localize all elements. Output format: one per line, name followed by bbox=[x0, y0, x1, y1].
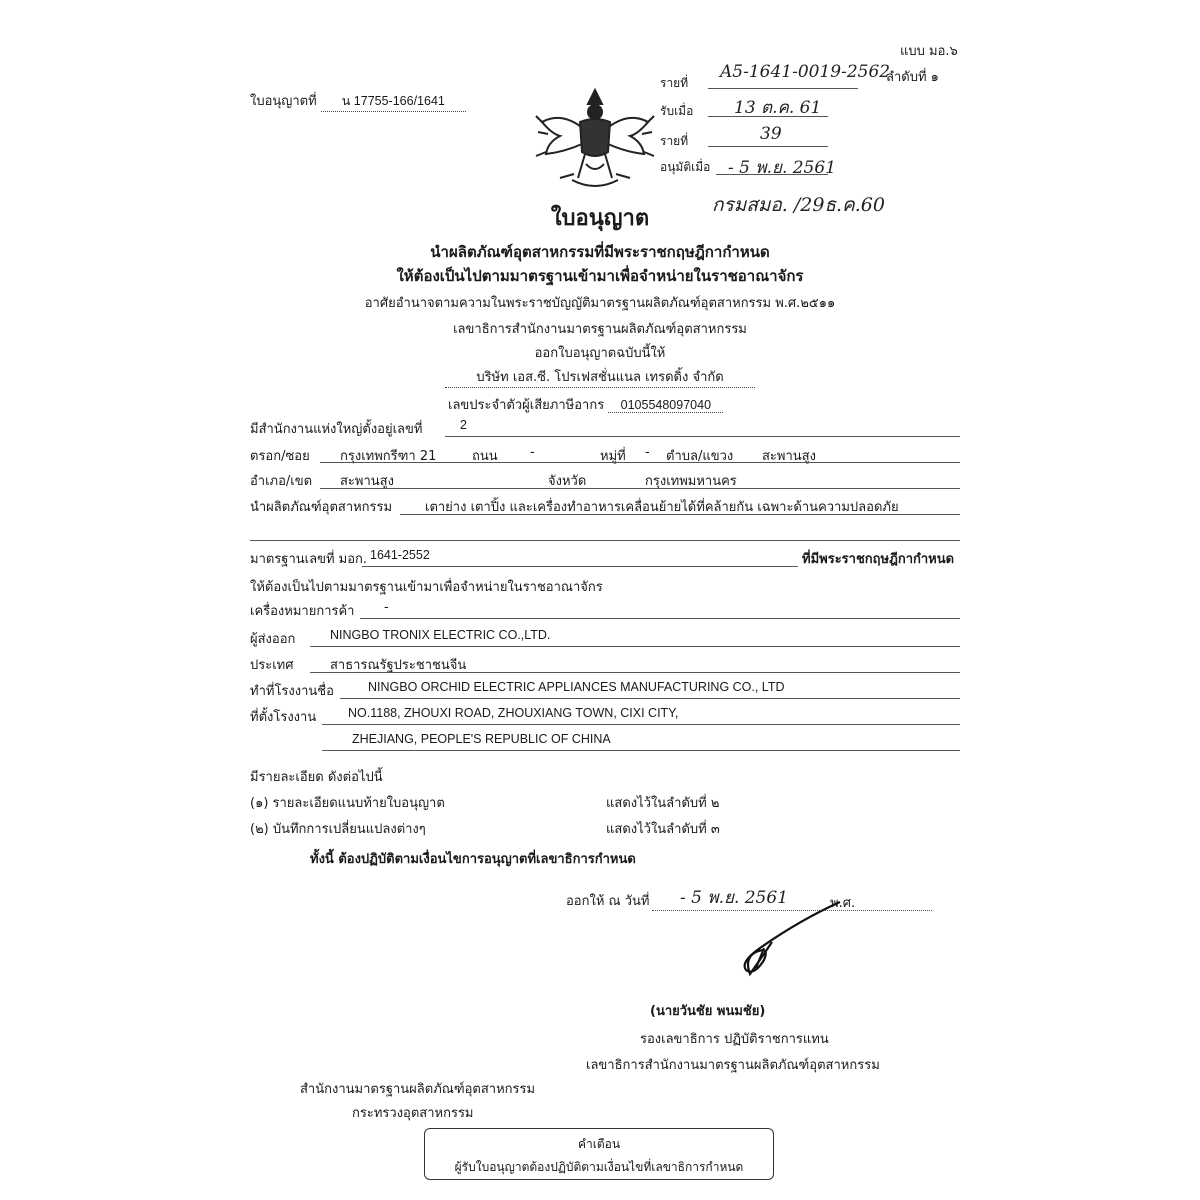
tambon-label: ตำบล/แขวง bbox=[666, 449, 734, 464]
company-name: บริษัท เอส.ซี. โปรเฟสชั่นแนล เทรดดิ้ง จำกัด bbox=[445, 366, 755, 388]
registry-no-value: 39 bbox=[760, 124, 782, 144]
country-label: ประเทศ bbox=[250, 658, 294, 673]
signer-title-2: เลขาธิการสำนักงานมาตรฐานผลิตภัณฑ์อุตสาหกรรม bbox=[586, 1058, 880, 1073]
country-value: สาธารณรัฐประชาชนจีน bbox=[330, 658, 467, 673]
registry-side-note: กรมสมอ. /29ธ.ค.60 bbox=[712, 194, 885, 216]
amphoe-label: อำเภอ/เขต bbox=[250, 474, 313, 489]
standard-label: มาตรฐานเลขที่ มอก. bbox=[250, 552, 368, 567]
tax-id-label: เลขประจำตัวผู้เสียภาษีอากร bbox=[448, 398, 605, 413]
form-code: แบบ มอ.๖ bbox=[900, 44, 958, 59]
registry-approved-label: อนุมัติเมื่อ bbox=[660, 160, 711, 174]
soi-label: ตรอก/ซอย bbox=[250, 449, 310, 464]
heading-line-2: ให้ต้องเป็นไปตามมาตรฐานเข้ามาเพื่อจำหน่ายในราชอาณาจักร bbox=[396, 267, 804, 285]
document-title: ใบอนุญาต bbox=[550, 206, 650, 231]
signer-name: (นายวันชัย พนมชัย) bbox=[650, 1004, 766, 1019]
factory-addr-label: ที่ตั้งโรงงาน bbox=[250, 710, 317, 725]
details-intro: มีรายละเอียด ดังต่อไปนี้ bbox=[250, 770, 383, 785]
road-label: ถนน bbox=[472, 449, 498, 464]
amphoe-value: สะพานสูง bbox=[340, 474, 394, 489]
issuer-line: เลขาธิการสำนักงานมาตรฐานผลิตภัณฑ์อุตสาหกรรม bbox=[453, 322, 747, 337]
registry-ref-value: A5-1641-0019-2562 bbox=[720, 62, 891, 82]
era-label: พ.ศ. bbox=[830, 896, 856, 911]
registry-block bbox=[660, 58, 890, 218]
issued-label: ออกให้ ณ วันที่ bbox=[566, 894, 650, 909]
order-label: ลำดับที่ ๑ bbox=[886, 70, 939, 85]
license-number-row bbox=[250, 90, 466, 112]
product-label: นำผลิตภัณฑ์อุตสาหกรรม bbox=[250, 500, 393, 515]
registry-ref-label: รายที่ bbox=[660, 76, 689, 90]
exporter-value: NINGBO TRONIX ELECTRIC CO.,LTD. bbox=[330, 628, 551, 642]
detail-ref-2: แสดงไว้ในลำดับที่ ๓ bbox=[606, 822, 720, 837]
tambon-value: สะพานสูง bbox=[762, 449, 816, 464]
road-value: - bbox=[530, 445, 535, 460]
issued-date: - 5 พ.ย. 2561 bbox=[680, 888, 789, 908]
soi-value: กรุงเทพกรีฑา 21 bbox=[340, 449, 437, 464]
heading-line-1: นำผลิตภัณฑ์อุตสาหกรรมที่มีพระราชกฤษฎีกากำหนด bbox=[430, 243, 770, 261]
factory-addr-line2: ZHEJIANG, PEOPLE'S REPUBLIC OF CHINA bbox=[352, 732, 611, 746]
warning-notice bbox=[424, 1128, 774, 1180]
tax-id-value: 0105548097040 bbox=[608, 398, 723, 413]
product-value: เตาย่าง เตาปิ้ง และเครื่องทำอาหารเคลื่อนย้ายได้ที่คล้ายกัน เฉพาะด้านความปลอดภัย bbox=[425, 500, 899, 515]
detail-ref-1: แสดงไว้ในลำดับที่ ๒ bbox=[606, 796, 720, 811]
province-label: จังหวัด bbox=[548, 474, 587, 489]
moo-label: หมู่ที่ bbox=[600, 449, 626, 464]
trademark-value: - bbox=[384, 600, 389, 615]
tax-id-row bbox=[448, 394, 723, 415]
conditions-line: ทั้งนี้ ต้องปฏิบัติตามเงื่อนไขการอนุญาตที่เลขาธิการกำหนด bbox=[310, 852, 636, 867]
standard-suffix: ที่มีพระราชกฤษฎีกากำหนด bbox=[802, 552, 955, 567]
moo-value: - bbox=[645, 445, 650, 460]
factory-addr-line1: NO.1188, ZHOUXI ROAD, ZHOUXIANG TOWN, CIXI CITY, bbox=[348, 706, 679, 720]
issue-to-line: ออกใบอนุญาตฉบับนี้ให้ bbox=[534, 346, 666, 361]
hq-no: 2 bbox=[460, 418, 467, 432]
factory-name-value: NINGBO ORCHID ELECTRIC APPLIANCES MANUFACTURING CO., LTD bbox=[368, 680, 785, 694]
hq-label: มีสำนักงานแห่งใหญ่ตั้งอยู่เลขที่ bbox=[250, 422, 423, 437]
detail-item-1: (๑) รายละเอียดแนบท้ายใบอนุญาต bbox=[250, 796, 445, 811]
province-value: กรุงเทพมหานคร bbox=[645, 474, 737, 489]
license-no-label: ใบอนุญาตที่ bbox=[250, 94, 317, 109]
notice-text: ผู้รับใบอนุญาตต้องปฏิบัติตามเงื่อนไขที่เลขาธิการกำหนด bbox=[454, 1160, 744, 1174]
compliance-line: ให้ต้องเป็นไปตามมาตรฐานเข้ามาเพื่อจำหน่ายในราชอาณาจักร bbox=[250, 580, 603, 595]
registry-received-label: รับเมื่อ bbox=[660, 104, 694, 118]
office-line-1: สำนักงานมาตรฐานผลิตภัณฑ์อุตสาหกรรม bbox=[300, 1082, 536, 1097]
trademark-label: เครื่องหมายการค้า bbox=[250, 604, 355, 619]
factory-name-label: ทำที่โรงงานชื่อ bbox=[250, 684, 334, 699]
license-no-value: น 17755-166/1641 bbox=[321, 91, 466, 112]
signer-title-1: รองเลขาธิการ ปฏิบัติราชการแทน bbox=[640, 1032, 829, 1047]
registry-approved-value: - 5 พ.ย. 2561 bbox=[728, 158, 837, 178]
office-line-2: กระทรวงอุตสาหกรรม bbox=[352, 1106, 474, 1121]
garuda-emblem-icon bbox=[530, 82, 660, 200]
signature-icon bbox=[720, 890, 860, 980]
exporter-label: ผู้ส่งออก bbox=[250, 632, 296, 647]
registry-received-value: 13 ต.ค. 61 bbox=[734, 98, 822, 118]
detail-item-2: (๒) บันทึกการเปลี่ยนแปลงต่างๆ bbox=[250, 822, 426, 837]
standard-no: 1641-2552 bbox=[370, 548, 430, 562]
notice-title: คำเตือน bbox=[577, 1137, 621, 1151]
registry-no-label: รายที่ bbox=[660, 134, 689, 148]
authority-line: อาศัยอำนาจตามความในพระราชบัญญัติมาตรฐานผลิตภัณฑ์อุตสาหกรรม พ.ศ.๒๕๑๑ bbox=[364, 296, 836, 311]
